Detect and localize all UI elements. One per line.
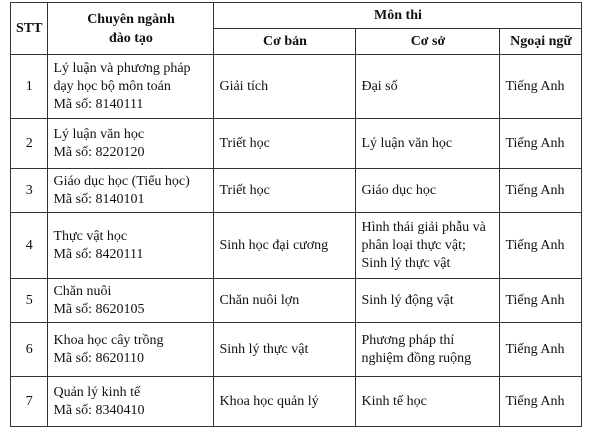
cell-basic-subject: Triết học: [214, 169, 356, 213]
cell-basic-subject: Chăn nuôi lợn: [214, 279, 356, 323]
header-major-line1: Chuyên ngành: [87, 11, 175, 27]
cell-core-subject: [356, 279, 500, 323]
major-code: Mã số: 8620105: [53, 301, 145, 317]
cell-major: [48, 323, 214, 377]
cell-basic-subject: Giải tích: [214, 55, 356, 119]
cell-foreign-language: Tiếng Anh: [500, 119, 582, 169]
header-major: [48, 3, 214, 55]
major-code: Mã số: 8620110: [53, 350, 144, 366]
exam-subjects-table: [10, 2, 582, 427]
core-subject-line: phân loại thực vật;: [361, 237, 466, 253]
header-basic: Cơ bản: [214, 29, 356, 55]
core-subject-line: Đại số: [361, 78, 398, 94]
exam-table-container: [10, 2, 582, 427]
table-body: [11, 55, 582, 427]
major-name-line: Quản lý kinh tế: [53, 384, 141, 400]
cell-core-subject: [356, 119, 500, 169]
major-name-line: dạy học bộ môn toán: [53, 78, 171, 94]
major-code: Mã số: 8420111: [53, 246, 144, 262]
cell-stt: 4: [11, 213, 48, 279]
cell-basic-subject: Sinh lý thực vật: [214, 323, 356, 377]
header-exam: Môn thi: [214, 3, 582, 29]
header-core: Cơ sở: [356, 29, 500, 55]
header-foreign: Ngoại ngữ: [500, 29, 582, 55]
cell-major: [48, 119, 214, 169]
table-row: [11, 169, 582, 213]
major-name-line: Lý luận văn học: [53, 126, 145, 142]
cell-basic-subject: Sinh học đại cương: [214, 213, 356, 279]
cell-foreign-language: Tiếng Anh: [500, 377, 582, 427]
table-row: [11, 279, 582, 323]
table-row: [11, 377, 582, 427]
major-name-line: Lý luận và phương pháp: [53, 60, 191, 76]
major-code: Mã số: 8340410: [53, 402, 145, 418]
cell-stt: 1: [11, 55, 48, 119]
core-subject-line: Sinh lý động vật: [361, 292, 454, 308]
cell-major: [48, 55, 214, 119]
cell-foreign-language: Tiếng Anh: [500, 213, 582, 279]
cell-major: [48, 213, 214, 279]
major-name-line: Khoa học cây trồng: [53, 332, 164, 348]
cell-major: [48, 279, 214, 323]
core-subject-line: Kinh tế học: [361, 393, 427, 409]
cell-foreign-language: Tiếng Anh: [500, 279, 582, 323]
cell-basic-subject: Khoa học quản lý: [214, 377, 356, 427]
cell-stt: 2: [11, 119, 48, 169]
cell-foreign-language: Tiếng Anh: [500, 169, 582, 213]
table-row: [11, 323, 582, 377]
table-row: [11, 119, 582, 169]
major-name-line: Thực vật học: [53, 228, 128, 244]
table-row: [11, 213, 582, 279]
core-subject-line: nghiệm đồng ruộng: [361, 350, 472, 366]
cell-major: [48, 377, 214, 427]
major-name-line: Giáo dục học (Tiểu học): [53, 173, 190, 189]
major-code: Mã số: 8140101: [53, 191, 145, 207]
table-row: [11, 55, 582, 119]
core-subject-line: Phương pháp thí: [361, 332, 455, 348]
major-code: Mã số: 8220120: [53, 144, 145, 160]
cell-foreign-language: Tiếng Anh: [500, 55, 582, 119]
major-name-line: Chăn nuôi: [53, 283, 112, 299]
core-subject-line: Hình thái giải phẫu và: [361, 219, 486, 235]
core-subject-line: Sinh lý thực vật: [361, 255, 451, 271]
cell-stt: 5: [11, 279, 48, 323]
cell-core-subject: [356, 377, 500, 427]
major-code: Mã số: 8140111: [53, 96, 144, 112]
cell-core-subject: [356, 213, 500, 279]
cell-major: [48, 169, 214, 213]
cell-core-subject: [356, 55, 500, 119]
header-stt: STT: [11, 3, 48, 55]
cell-stt: 7: [11, 377, 48, 427]
cell-stt: 3: [11, 169, 48, 213]
cell-stt: 6: [11, 323, 48, 377]
core-subject-line: Lý luận văn học: [361, 135, 453, 151]
cell-core-subject: [356, 169, 500, 213]
cell-basic-subject: Triết học: [214, 119, 356, 169]
core-subject-line: Giáo dục học: [361, 182, 437, 198]
cell-foreign-language: Tiếng Anh: [500, 323, 582, 377]
cell-core-subject: [356, 323, 500, 377]
header-major-line2: đào tạo: [108, 30, 153, 46]
